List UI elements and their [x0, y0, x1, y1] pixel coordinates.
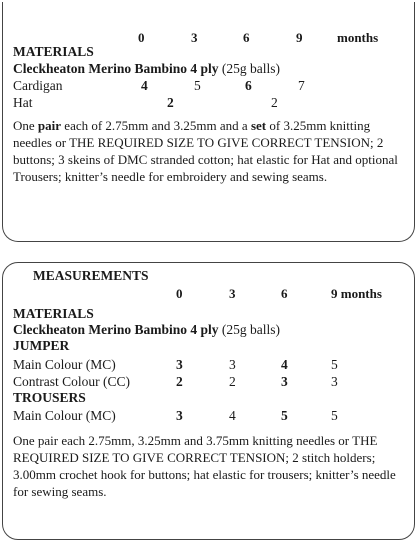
size2-header-9-months: 9 months: [331, 286, 382, 301]
section-title-materials: MATERIALS: [13, 44, 94, 59]
jumper-cc-6: 3: [281, 374, 288, 389]
size-header-6: 6: [243, 30, 250, 45]
yarn2-line: [13, 322, 280, 338]
size2-header-0: 0: [176, 286, 183, 301]
trousers-mc-3: 4: [229, 408, 236, 423]
hat-qty-6-9: 2: [271, 95, 278, 110]
para-pair: pair: [37, 118, 62, 133]
jumper-mc-9: 5: [331, 357, 338, 372]
yarn2-note: (25g balls): [218, 322, 281, 337]
size-header-months: months: [337, 30, 379, 45]
yarn-line: [13, 61, 280, 77]
cardigan-qty-9: 7: [298, 78, 305, 93]
jumper-mc-label: Main Colour (MC): [13, 357, 116, 372]
para-set: set: [250, 118, 267, 133]
trousers-mc-label: Main Colour (MC): [13, 408, 116, 423]
jumper-cc-0: 2: [176, 374, 183, 389]
jumper-cc-9: 3: [331, 374, 338, 389]
jumper-mc-3: 3: [229, 357, 236, 372]
trousers-title: TROUSERS: [13, 390, 86, 405]
size2-header-6: 6: [281, 286, 288, 301]
cardigan-qty-0: 4: [141, 78, 148, 93]
para-lead: One: [13, 118, 38, 133]
trousers-mc-9: 5: [331, 408, 338, 423]
trousers-mc-0: 3: [176, 408, 183, 423]
yarn-note: (25g balls): [218, 61, 281, 76]
row-label-hat: Hat: [13, 95, 33, 110]
para-mid: each of 2.75mm and 3.25mm and a: [61, 118, 251, 133]
jumper-cc-label: Contrast Colour (CC): [13, 374, 130, 389]
materials-description: [13, 117, 405, 185]
yarn2-name: Cleckheaton Merino Bambino 4 ply: [13, 322, 219, 337]
size-header-3: 3: [191, 30, 198, 45]
para-rest: of 3.25mm knitting needles or THE REQUIRED SIZE TO GIVE CORRECT TENSION; 2 buttons; 3 skeins of DMC stranded cotton; hat elastic for Hat and optional Trousers; knitter’s needle for embroidery and sewing seams.: [13, 118, 398, 184]
jumper-mc-0: 3: [176, 357, 183, 372]
yarn-name: Cleckheaton Merino Bambino 4 ply: [13, 61, 219, 76]
size2-header-3: 3: [229, 286, 236, 301]
jumper-cc-3: 2: [229, 374, 236, 389]
jumper-title: JUMPER: [13, 338, 70, 353]
section2-title-materials: MATERIALS: [13, 306, 94, 321]
jumper-mc-6: 4: [281, 357, 288, 372]
jumper-materials-description: One pair each 2.75mm, 3.25mm and 3.75mm knitting needles or THE REQUIRED SIZE TO GIVE CORRECT TENSION; 2 stitch holders; 3.00mm crochet hook for buttons; hat elastic for trousers; knitter’s needle for sewing seams.: [13, 433, 396, 499]
size-header-9: 9: [296, 30, 303, 45]
trousers-mc-6: 5: [281, 408, 288, 423]
row-label-cardigan: Cardigan: [13, 78, 63, 93]
cardigan-qty-3: 5: [194, 78, 201, 93]
measurements-title: MEASUREMENTS: [33, 268, 149, 283]
hat-qty-0-3: 2: [167, 95, 174, 110]
cardigan-qty-6: 6: [245, 78, 252, 93]
size-header-0: 0: [138, 30, 145, 45]
